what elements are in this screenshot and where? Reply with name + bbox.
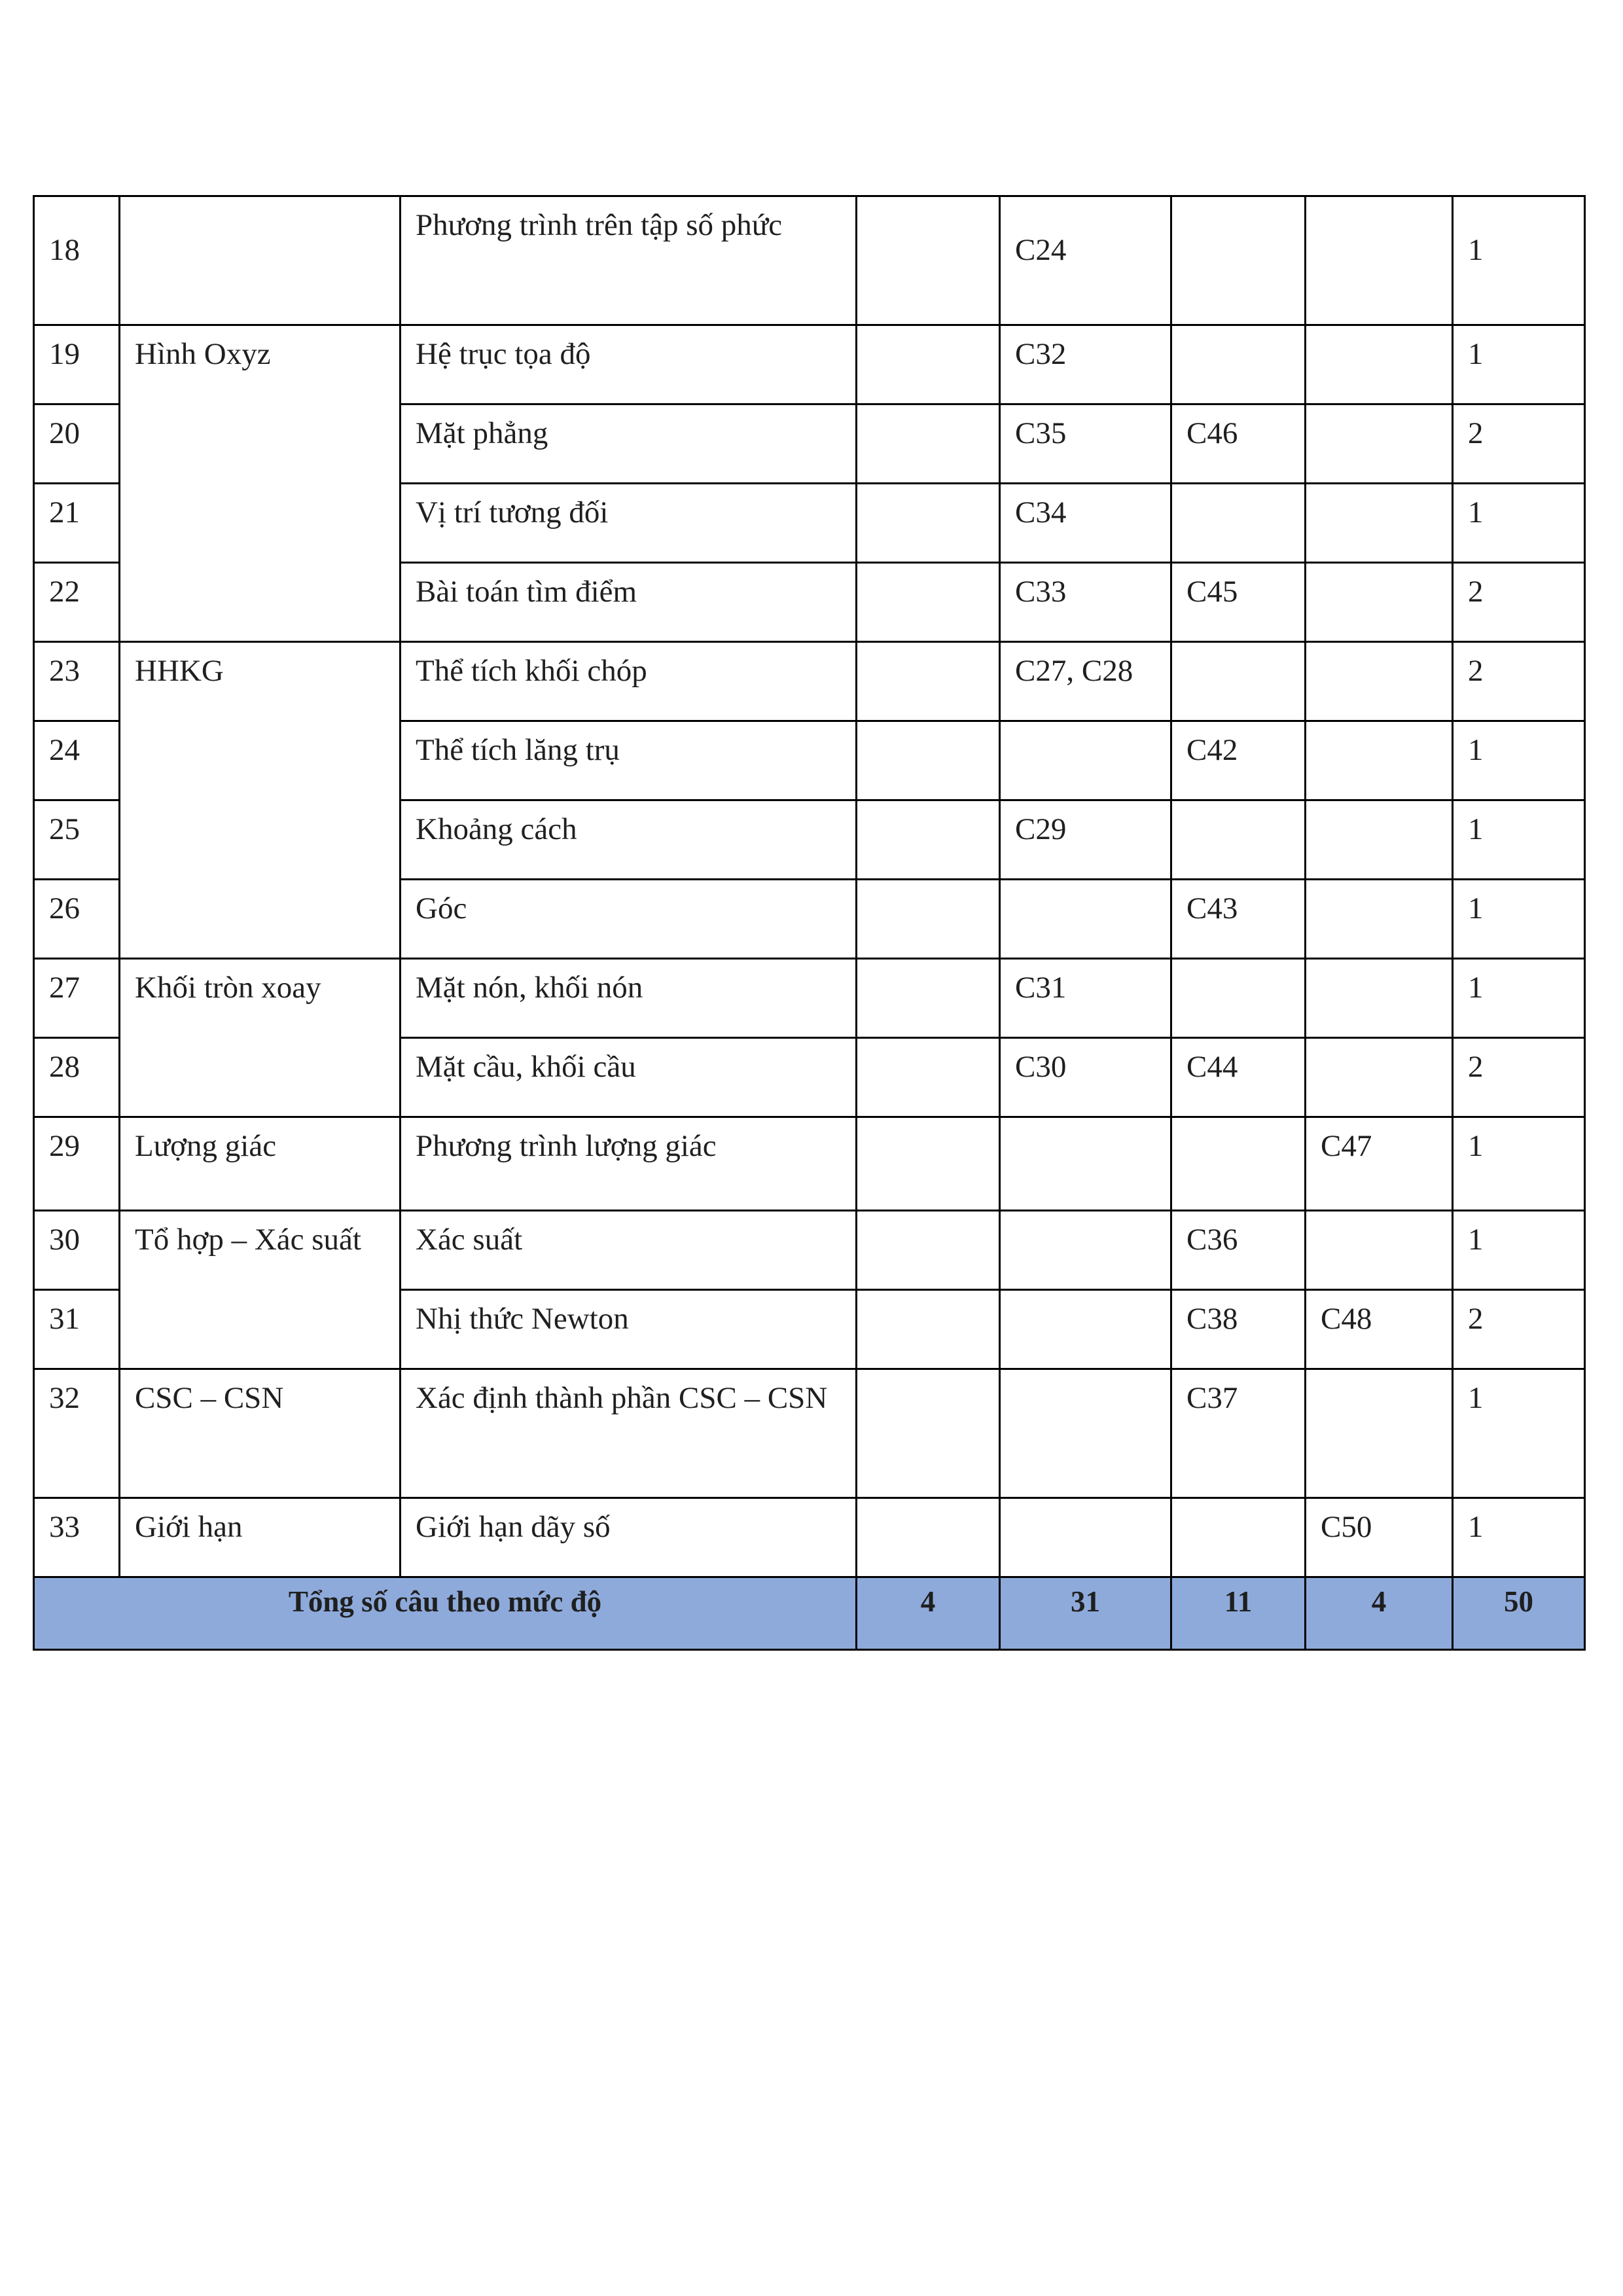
- row-number: 21: [34, 484, 120, 563]
- level-understand-cell: C29: [1000, 800, 1171, 880]
- topic-cell: Thể tích lăng trụ: [401, 721, 857, 800]
- level-apply-cell: C45: [1171, 563, 1306, 642]
- total-apply: 11: [1171, 1577, 1306, 1650]
- level-understand-cell: C35: [1000, 404, 1171, 484]
- table-row: [34, 1498, 1585, 1577]
- row-total-cell: 1: [1453, 1211, 1585, 1290]
- row-total-cell: 2: [1453, 1290, 1585, 1369]
- totals-label: Tổng số câu theo mức độ: [34, 1577, 857, 1650]
- level-apply-cell: [1171, 800, 1306, 880]
- row-number: 24: [34, 721, 120, 800]
- level-understand-cell: [1000, 1498, 1171, 1577]
- chapter-cell: [120, 196, 401, 325]
- row-number: 20: [34, 404, 120, 484]
- level-advanced-cell: [1306, 1211, 1453, 1290]
- table-row: [34, 325, 1585, 404]
- level-advanced-cell: [1306, 563, 1453, 642]
- total-recall: 4: [857, 1577, 1000, 1650]
- level-recall-cell: [857, 721, 1000, 800]
- level-apply-cell: [1171, 642, 1306, 721]
- level-recall-cell: [857, 484, 1000, 563]
- row-number: 22: [34, 563, 120, 642]
- total-advanced: 4: [1306, 1577, 1453, 1650]
- level-advanced-cell: [1306, 642, 1453, 721]
- level-advanced-cell: [1306, 484, 1453, 563]
- level-understand-cell: [1000, 1290, 1171, 1369]
- level-recall-cell: [857, 196, 1000, 325]
- row-total-cell: 1: [1453, 800, 1585, 880]
- level-advanced-cell: [1306, 404, 1453, 484]
- table-row: [34, 642, 1585, 721]
- chapter-cell: Tổ hợp – Xác suất: [120, 1211, 401, 1369]
- row-number: 26: [34, 880, 120, 959]
- question-matrix-table: [33, 195, 1586, 1651]
- level-apply-cell: [1171, 1117, 1306, 1211]
- level-advanced-cell: [1306, 959, 1453, 1038]
- level-understand-cell: [1000, 1211, 1171, 1290]
- topic-cell: Giới hạn dãy số: [401, 1498, 857, 1577]
- row-total-cell: 1: [1453, 880, 1585, 959]
- level-apply-cell: [1171, 325, 1306, 404]
- topic-cell: Mặt nón, khối nón: [401, 959, 857, 1038]
- level-understand-cell: C34: [1000, 484, 1171, 563]
- row-total-cell: 1: [1453, 1117, 1585, 1211]
- level-apply-cell: C44: [1171, 1038, 1306, 1117]
- row-number: 29: [34, 1117, 120, 1211]
- row-number: 30: [34, 1211, 120, 1290]
- level-understand-cell: [1000, 880, 1171, 959]
- level-recall-cell: [857, 1038, 1000, 1117]
- topic-cell: Mặt cầu, khối cầu: [401, 1038, 857, 1117]
- level-apply-cell: C36: [1171, 1211, 1306, 1290]
- level-apply-cell: C46: [1171, 404, 1306, 484]
- topic-cell: Phương trình trên tập số phức: [401, 196, 857, 325]
- level-understand-cell: C33: [1000, 563, 1171, 642]
- level-advanced-cell: [1306, 325, 1453, 404]
- row-number: 33: [34, 1498, 120, 1577]
- topic-cell: Nhị thức Newton: [401, 1290, 857, 1369]
- level-recall-cell: [857, 800, 1000, 880]
- level-recall-cell: [857, 563, 1000, 642]
- row-number: 32: [34, 1369, 120, 1498]
- level-apply-cell: [1171, 484, 1306, 563]
- table-row: [34, 196, 1585, 325]
- level-advanced-cell: [1306, 196, 1453, 325]
- level-apply-cell: [1171, 196, 1306, 325]
- chapter-cell: Lượng giác: [120, 1117, 401, 1211]
- row-number: 23: [34, 642, 120, 721]
- chapter-cell: HHKG: [120, 642, 401, 959]
- row-total-cell: 1: [1453, 959, 1585, 1038]
- level-recall-cell: [857, 1117, 1000, 1211]
- topic-cell: Vị trí tương đối: [401, 484, 857, 563]
- level-recall-cell: [857, 1211, 1000, 1290]
- topic-cell: Bài toán tìm điểm: [401, 563, 857, 642]
- row-total-cell: 1: [1453, 325, 1585, 404]
- level-understand-cell: [1000, 721, 1171, 800]
- row-number: 19: [34, 325, 120, 404]
- row-total-cell: 1: [1453, 196, 1585, 325]
- level-advanced-cell: [1306, 1369, 1453, 1498]
- row-total-cell: 2: [1453, 563, 1585, 642]
- topic-cell: Thể tích khối chóp: [401, 642, 857, 721]
- row-total-cell: 2: [1453, 642, 1585, 721]
- level-advanced-cell: C47: [1306, 1117, 1453, 1211]
- topic-cell: Xác suất: [401, 1211, 857, 1290]
- level-apply-cell: C42: [1171, 721, 1306, 800]
- topic-cell: Xác định thành phần CSC – CSN: [401, 1369, 857, 1498]
- level-recall-cell: [857, 1290, 1000, 1369]
- level-understand-cell: C30: [1000, 1038, 1171, 1117]
- level-recall-cell: [857, 642, 1000, 721]
- level-recall-cell: [857, 1498, 1000, 1577]
- chapter-cell: CSC – CSN: [120, 1369, 401, 1498]
- row-number: 18: [34, 196, 120, 325]
- topic-cell: Hệ trục tọa độ: [401, 325, 857, 404]
- level-understand-cell: C32: [1000, 325, 1171, 404]
- total-understand: 31: [1000, 1577, 1171, 1650]
- row-number: 28: [34, 1038, 120, 1117]
- row-number: 25: [34, 800, 120, 880]
- level-apply-cell: C43: [1171, 880, 1306, 959]
- topic-cell: Mặt phẳng: [401, 404, 857, 484]
- level-apply-cell: C37: [1171, 1369, 1306, 1498]
- table-row: [34, 959, 1585, 1038]
- level-advanced-cell: [1306, 1038, 1453, 1117]
- row-total-cell: 1: [1453, 721, 1585, 800]
- level-understand-cell: [1000, 1117, 1171, 1211]
- level-apply-cell: [1171, 959, 1306, 1038]
- row-total-cell: 1: [1453, 1369, 1585, 1498]
- level-understand-cell: C27, C28: [1000, 642, 1171, 721]
- level-recall-cell: [857, 404, 1000, 484]
- topic-cell: Khoảng cách: [401, 800, 857, 880]
- level-understand-cell: C24: [1000, 196, 1171, 325]
- level-recall-cell: [857, 325, 1000, 404]
- row-total-cell: 1: [1453, 484, 1585, 563]
- table-row: [34, 1369, 1585, 1498]
- grand-total: 50: [1453, 1577, 1585, 1650]
- row-total-cell: 2: [1453, 404, 1585, 484]
- level-apply-cell: C38: [1171, 1290, 1306, 1369]
- level-understand-cell: C31: [1000, 959, 1171, 1038]
- row-number: 31: [34, 1290, 120, 1369]
- level-advanced-cell: C50: [1306, 1498, 1453, 1577]
- row-number: 27: [34, 959, 120, 1038]
- chapter-cell: Giới hạn: [120, 1498, 401, 1577]
- level-advanced-cell: [1306, 721, 1453, 800]
- level-understand-cell: [1000, 1369, 1171, 1498]
- level-recall-cell: [857, 959, 1000, 1038]
- level-advanced-cell: [1306, 880, 1453, 959]
- level-recall-cell: [857, 1369, 1000, 1498]
- level-advanced-cell: [1306, 800, 1453, 880]
- chapter-cell: Hình Oxyz: [120, 325, 401, 642]
- level-apply-cell: [1171, 1498, 1306, 1577]
- topic-cell: Phương trình lượng giác: [401, 1117, 857, 1211]
- table-row: [34, 1117, 1585, 1211]
- row-total-cell: 2: [1453, 1038, 1585, 1117]
- row-total-cell: 1: [1453, 1498, 1585, 1577]
- level-recall-cell: [857, 880, 1000, 959]
- table-row: [34, 1211, 1585, 1290]
- topic-cell: Góc: [401, 880, 857, 959]
- totals-row: [34, 1577, 1585, 1650]
- level-advanced-cell: C48: [1306, 1290, 1453, 1369]
- chapter-cell: Khối tròn xoay: [120, 959, 401, 1117]
